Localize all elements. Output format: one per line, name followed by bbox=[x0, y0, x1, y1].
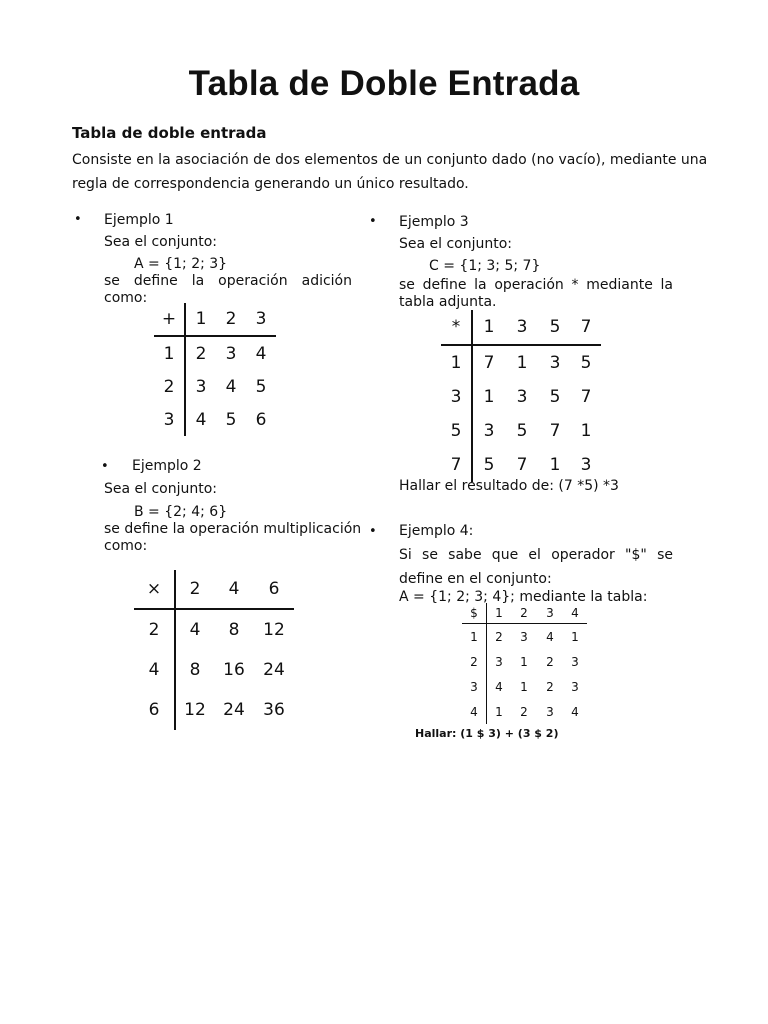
table-cell: 2 bbox=[495, 629, 503, 644]
table-header-cell: 3 bbox=[154, 403, 185, 436]
table-header-row bbox=[462, 603, 587, 624]
table-header-cell: 3 bbox=[537, 603, 563, 624]
table-header-cell: 7 bbox=[441, 448, 472, 482]
multiplication-table bbox=[134, 570, 294, 730]
table-header-cell: 3 bbox=[441, 380, 472, 414]
table-cell: 7 bbox=[549, 421, 561, 441]
table-cell: 4 bbox=[546, 629, 554, 644]
table-cell: 24 bbox=[223, 700, 245, 720]
table-cell: 16 bbox=[223, 660, 245, 680]
table-cell: 3 bbox=[571, 679, 579, 694]
example-3-question: Hallar el resultado de: (7 *5) *3 bbox=[399, 478, 619, 494]
table-header-cell: 4 bbox=[462, 699, 487, 724]
table-row bbox=[462, 649, 587, 674]
table-header-cell: $ bbox=[462, 603, 487, 624]
example-3-set-intro: Sea el conjunto: bbox=[399, 236, 513, 252]
example-4-line-2: define en el conjunto: bbox=[399, 571, 552, 587]
intro-paragraph: Consiste en la asociación de dos elementos de un conjunto dado (no vacío), mediante una regla de correspondencia generando un único resultado. bbox=[72, 152, 708, 192]
bullet-marker: • bbox=[74, 212, 82, 227]
table-row bbox=[441, 380, 601, 414]
table-header-cell: 4 bbox=[134, 650, 175, 690]
table-cell: 1 bbox=[549, 455, 561, 475]
table-cell: 3 bbox=[549, 353, 561, 373]
table-header-cell: 3 bbox=[462, 674, 487, 699]
table-cell: 5 bbox=[580, 353, 592, 373]
table-row bbox=[462, 624, 587, 650]
table-cell: 4 bbox=[255, 343, 267, 364]
table-header-cell: 3 bbox=[505, 310, 539, 345]
table-header-row bbox=[441, 310, 601, 345]
table-row bbox=[154, 336, 276, 370]
dollar-operation-table bbox=[462, 603, 587, 724]
table-cell: 3 bbox=[483, 421, 495, 441]
table-cell: 7 bbox=[516, 455, 528, 475]
table-header-cell: 2 bbox=[511, 603, 537, 624]
table-header-cell: 3 bbox=[246, 303, 276, 336]
table-cell: 3 bbox=[195, 376, 207, 397]
table-header-cell: 7 bbox=[571, 310, 601, 345]
table-header-cell: 5 bbox=[441, 414, 472, 448]
table-cell: 36 bbox=[263, 700, 285, 720]
table-header-cell: 1 bbox=[462, 624, 487, 650]
table-header-row bbox=[134, 570, 294, 609]
table-cell: 24 bbox=[263, 660, 285, 680]
table-row bbox=[134, 690, 294, 730]
table-cell: 5 bbox=[225, 409, 237, 430]
table-cell: 2 bbox=[546, 679, 554, 694]
table-cell: 3 bbox=[225, 343, 237, 364]
example-1-set: A = {1; 2; 3} bbox=[134, 256, 228, 272]
table-cell: 12 bbox=[184, 700, 206, 720]
table-header-cell: 1 bbox=[472, 310, 505, 345]
section-heading: Tabla de doble entrada bbox=[72, 124, 267, 142]
example-2-set-intro: Sea el conjunto: bbox=[104, 481, 218, 497]
example-4-label: Ejemplo 4: bbox=[399, 523, 474, 539]
table-header-row bbox=[154, 303, 276, 336]
example-2-set: B = {2; 4; 6} bbox=[134, 504, 228, 520]
example-3-set: C = {1; 3; 5; 7} bbox=[429, 258, 541, 274]
table-cell: 4 bbox=[571, 704, 579, 719]
table-cell: 4 bbox=[225, 376, 237, 397]
example-3-line-2: tabla adjunta. bbox=[399, 294, 497, 310]
table-cell: 1 bbox=[520, 679, 528, 694]
table-cell: 4 bbox=[495, 679, 503, 694]
table-cell: 1 bbox=[580, 421, 592, 441]
example-1-line-2: como: bbox=[104, 290, 148, 306]
table-cell: 3 bbox=[546, 704, 554, 719]
bullet-marker: • bbox=[369, 214, 377, 229]
table-header-cell: * bbox=[441, 310, 472, 345]
table-cell: 7 bbox=[580, 387, 592, 407]
table-cell: 3 bbox=[580, 455, 592, 475]
table-cell: 2 bbox=[195, 343, 207, 364]
bullet-marker: • bbox=[369, 524, 377, 539]
table-row bbox=[441, 414, 601, 448]
table-cell: 5 bbox=[255, 376, 267, 397]
table-cell: 12 bbox=[263, 620, 285, 640]
example-4-line-1: Si se sabe que el operador "$" se bbox=[399, 547, 673, 563]
table-cell: 3 bbox=[495, 654, 503, 669]
page-title: Tabla de Doble Entrada bbox=[188, 64, 580, 103]
table-header-cell: + bbox=[154, 303, 185, 336]
table-cell: 1 bbox=[483, 387, 495, 407]
table-header-cell: 2 bbox=[134, 609, 175, 650]
table-row bbox=[134, 609, 294, 650]
table-header-cell: × bbox=[134, 570, 175, 609]
table-cell: 5 bbox=[516, 421, 528, 441]
table-cell: 7 bbox=[483, 353, 495, 373]
table-cell: 6 bbox=[255, 409, 267, 430]
table-cell: 5 bbox=[549, 387, 561, 407]
table-cell: 8 bbox=[189, 660, 201, 680]
table-header-cell: 1 bbox=[154, 336, 185, 370]
example-2-label: Ejemplo 2 bbox=[132, 458, 202, 474]
table-row bbox=[154, 370, 276, 403]
table-cell: 4 bbox=[195, 409, 207, 430]
example-4-question: Hallar: (1 $ 3) + (3 $ 2) bbox=[415, 727, 559, 740]
table-header-cell: 2 bbox=[175, 570, 214, 609]
table-row bbox=[154, 403, 276, 436]
addition-table bbox=[154, 303, 276, 436]
bullet-marker: • bbox=[101, 459, 109, 474]
table-cell: 1 bbox=[495, 704, 503, 719]
table-header-cell: 1 bbox=[487, 603, 512, 624]
table-row bbox=[462, 674, 587, 699]
example-2-line-1: se define la operación multiplicación bbox=[104, 521, 362, 537]
example-3-line-1: se define la operación * mediante la bbox=[399, 277, 673, 293]
table-cell: 3 bbox=[520, 629, 528, 644]
table-header-cell: 4 bbox=[214, 570, 254, 609]
table-cell: 8 bbox=[228, 620, 240, 640]
star-operation-table bbox=[441, 310, 601, 482]
example-4-line-3: A = {1; 2; 3; 4}; mediante la tabla: bbox=[399, 589, 648, 605]
table-header-cell: 4 bbox=[563, 603, 587, 624]
table-cell: 2 bbox=[546, 654, 554, 669]
table-cell: 3 bbox=[571, 654, 579, 669]
table-cell: 1 bbox=[571, 629, 579, 644]
table-header-cell: 2 bbox=[154, 370, 185, 403]
table-row bbox=[441, 448, 601, 482]
table-cell: 3 bbox=[516, 387, 528, 407]
example-1-label: Ejemplo 1 bbox=[104, 212, 174, 228]
table-header-cell: 6 bbox=[134, 690, 175, 730]
table-cell: 5 bbox=[483, 455, 495, 475]
table-cell: 1 bbox=[516, 353, 528, 373]
table-header-cell: 6 bbox=[254, 570, 294, 609]
table-header-cell: 5 bbox=[539, 310, 571, 345]
example-1-line-1: se define la operación adición bbox=[104, 273, 352, 289]
example-3-label: Ejemplo 3 bbox=[399, 214, 469, 230]
table-header-cell: 2 bbox=[462, 649, 487, 674]
table-header-cell: 2 bbox=[216, 303, 246, 336]
table-header-cell: 1 bbox=[185, 303, 216, 336]
table-cell: 4 bbox=[189, 620, 201, 640]
table-row bbox=[462, 699, 587, 724]
table-header-cell: 1 bbox=[441, 345, 472, 380]
table-row bbox=[134, 650, 294, 690]
table-row bbox=[441, 345, 601, 380]
example-2-line-2: como: bbox=[104, 538, 148, 554]
table-cell: 1 bbox=[520, 654, 528, 669]
table-cell: 2 bbox=[520, 704, 528, 719]
example-1-set-intro: Sea el conjunto: bbox=[104, 234, 218, 250]
